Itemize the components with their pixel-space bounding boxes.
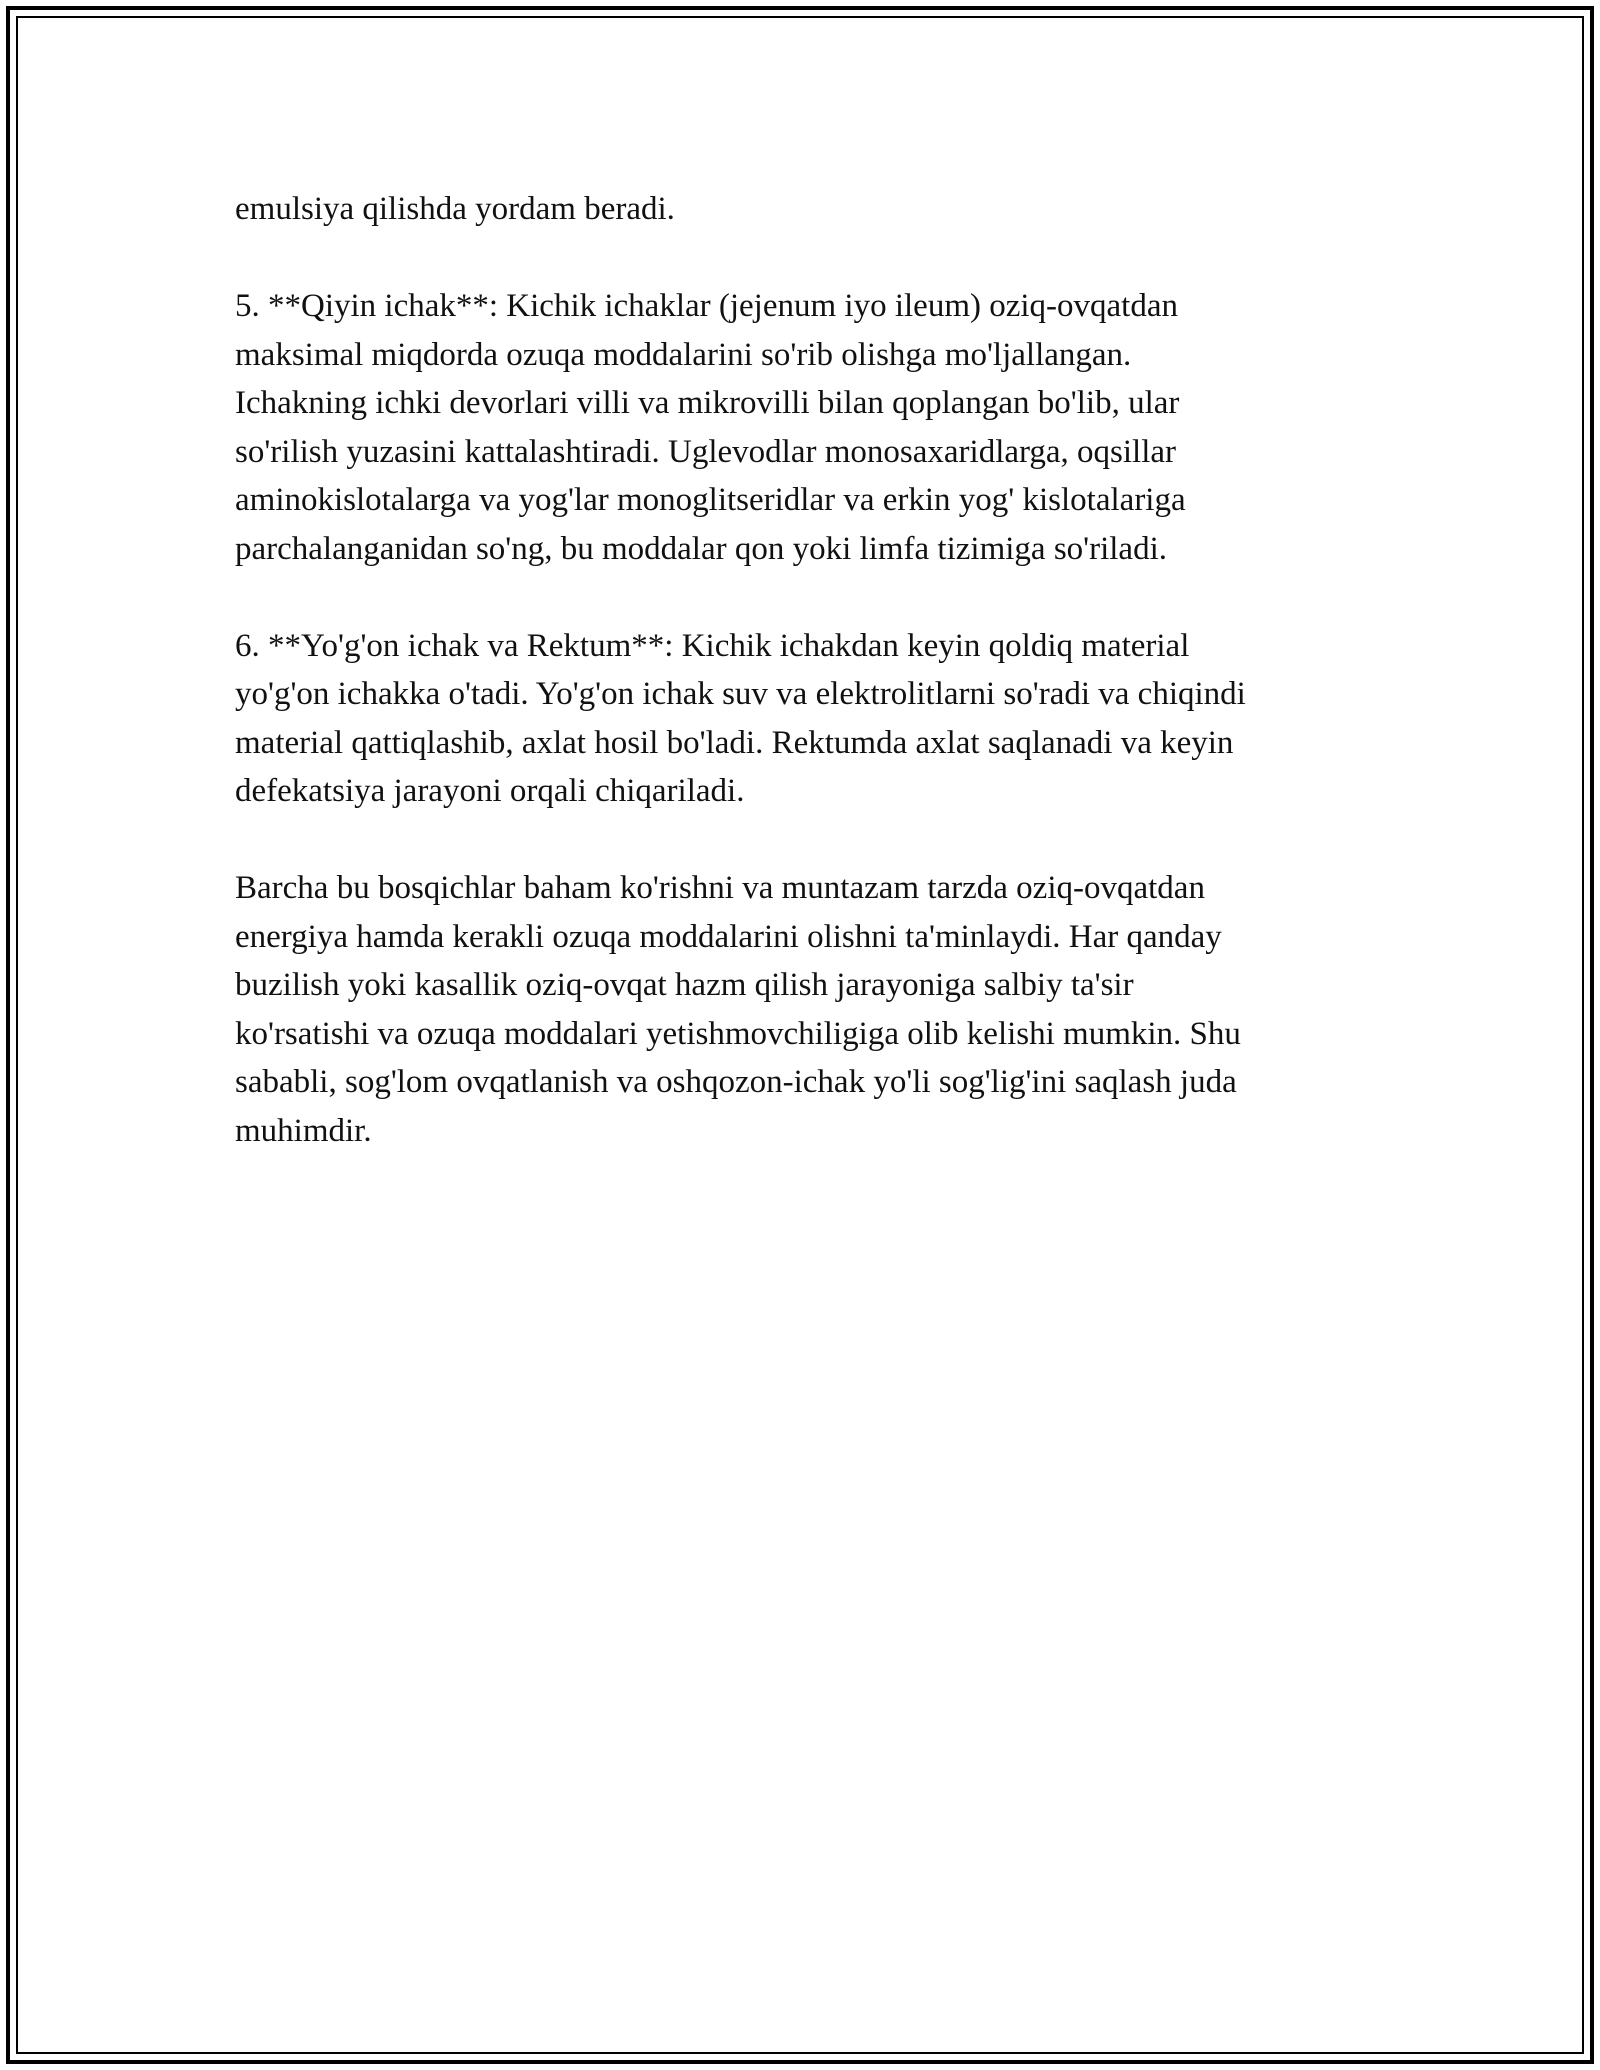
text-line: ko'rsatishi va ozuqa moddalari yetishmovchiligiga olib kelishi mumkin. Shu [235, 1015, 1241, 1052]
paragraph-conclusion [235, 864, 1380, 1155]
text-line: 6. **Yo'g'on ichak va Rektum**: Kichik ichakdan keyin qoldiq material [235, 627, 1190, 664]
text-line: aminokislotalarga va yog'lar monoglitseridlar va erkin yog' kislotalariga [235, 482, 1186, 518]
document-body [235, 185, 1380, 1204]
paragraph-continuation [235, 185, 1380, 234]
text-line: yo'g'on ichakka o'tadi. Yo'g'on ichak suv va elektrolitlarni so'radi va chiqindi [235, 676, 1246, 712]
paragraph-small-intestine [235, 282, 1380, 573]
text-line: energiya hamda kerakli ozuqa moddalarini olishni ta'minlaydi. Har qanday [235, 918, 1222, 955]
text-line: 5. **Qiyin ichak**: Kichik ichaklar (jejenum iyo ileum) oziq-ovqatdan [235, 288, 1178, 324]
text-line: Ichakning ichki devorlari villi va mikrovilli bilan qoplangan bo'lib, ular [235, 385, 1180, 421]
text-line: defekatsiya jarayoni orqali chiqariladi. [235, 773, 745, 809]
text-line: maksimal miqdorda ozuqa moddalarini so'rib olishga mo'ljallangan. [235, 336, 1132, 373]
text-line: buzilish yoki kasallik oziq-ovqat hazm qilish jarayoniga salbiy ta'sir [235, 967, 1134, 1003]
paragraph-large-intestine [235, 622, 1380, 816]
text-line: muhimdir. [235, 1112, 372, 1149]
text-line: so'rilish yuzasini kattalashtiradi. Uglevodlar monosaxaridlarga, oqsillar [235, 433, 1177, 470]
text-line: emulsiya qilishda yordam beradi. [235, 191, 675, 227]
text-line: Barcha bu bosqichlar baham ko'rishni va muntazam tarzda oziq-ovqatdan [235, 870, 1205, 906]
text-line: material qattiqlashib, axlat hosil bo'ladi. Rektumda axlat saqlanadi va keyin [235, 724, 1234, 761]
text-line: parchalanganidan so'ng, bu moddalar qon yoki limfa tizimiga so'riladi. [235, 530, 1167, 567]
text-line: sababli, sog'lom ovqatlanish va oshqozon-ichak yo'li sog'lig'ini saqlash juda [235, 1064, 1237, 1100]
